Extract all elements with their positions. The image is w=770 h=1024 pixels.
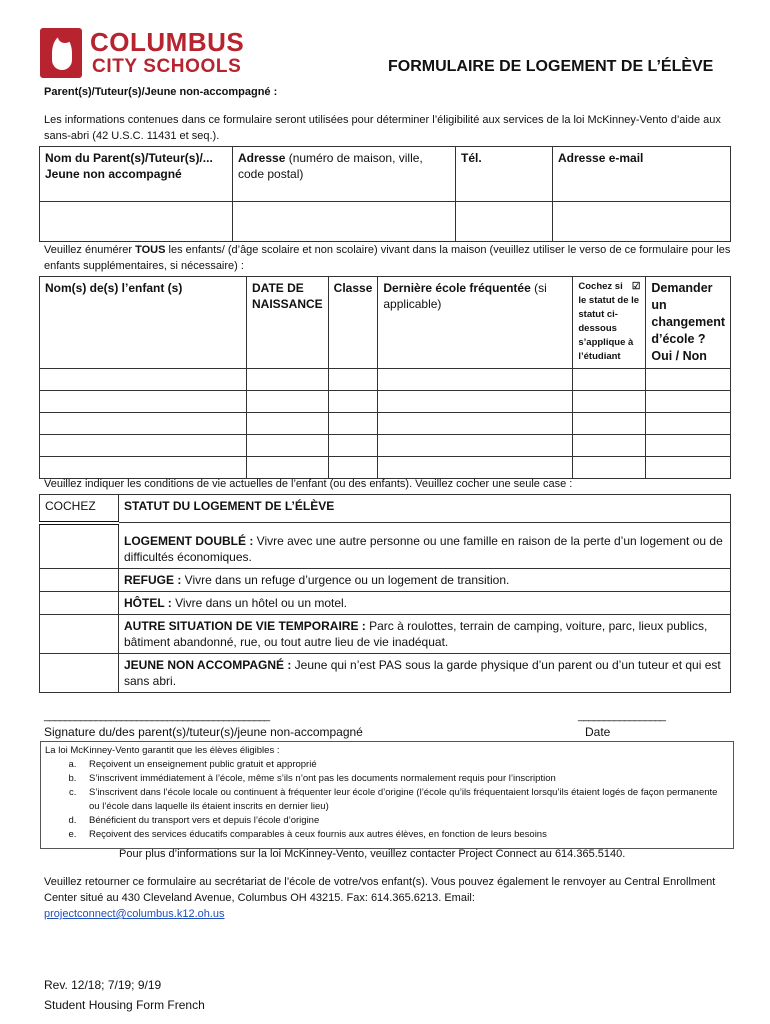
intro-text: Les informations contenues dans ce formulaire seront utilisées pour déterminer l’éligibilité aux services de la loi McKinney-Vento d’aide aux sans-abri (42 U.S.C. 11431 et seq.). bbox=[44, 114, 721, 142]
contact-phone-input[interactable] bbox=[456, 202, 553, 242]
status-check-unaccompanied[interactable] bbox=[40, 654, 119, 693]
contact-col-address: Adresse (numéro de maison, ville, code postal) bbox=[233, 147, 456, 202]
status-col-check: COCHEZ bbox=[40, 495, 119, 523]
law-box bbox=[40, 741, 734, 849]
status-check-shelter[interactable] bbox=[40, 569, 119, 592]
contact-table bbox=[39, 146, 731, 242]
contact-col-phone: Tél. bbox=[456, 147, 553, 202]
contact-col-email: Adresse e-mail bbox=[553, 147, 731, 202]
children-col-change-school: Demander un changement d’école ? Oui / Non bbox=[646, 277, 731, 369]
status-check-temporary[interactable] bbox=[40, 615, 119, 654]
conditions-intro: Veuillez indiquer les conditions de vie actuelles de l’enfant (ou des enfants). Veuillez cocher une seule case : bbox=[44, 478, 573, 490]
return-text: Veuillez retourner ce formulaire au secrétariat de l’école de votre/vos enfant(s). Vous pouvez également le renvoyer au Central Enrollment Center situé au 430 Cleveland Avenue, Columbus OH 43215. Fax: 614.365.6213. Email: projectconnect@columbus.k12.oh.us bbox=[44, 874, 734, 922]
logo-line1: COLUMBUS bbox=[90, 27, 245, 57]
logo-flame-icon bbox=[40, 28, 82, 78]
children-col-grade: Classe bbox=[328, 277, 378, 369]
parent-label: Parent(s)/Tuteur(s)/Jeune non-accompagné : bbox=[44, 86, 278, 98]
email-link[interactable]: projectconnect@columbus.k12.oh.us bbox=[44, 908, 225, 920]
more-info: Pour plus d’informations sur la loi McKinney-Vento, veuillez contacter Project Connect au 614.365.5140. bbox=[119, 848, 626, 860]
form-name: Student Housing Form French bbox=[44, 998, 205, 1012]
contact-email-input[interactable] bbox=[553, 202, 731, 242]
status-col-title: STATUT DU LOGEMENT DE L’ÉLÈVE bbox=[119, 495, 731, 523]
status-hotel: HÔTEL : Vivre dans un hôtel ou un motel. bbox=[119, 592, 731, 615]
logo-line2: CITY SCHOOLS bbox=[92, 56, 242, 77]
status-doubled: LOGEMENT DOUBLÉ : Vivre avec une autre personne ou une famille en raison de la perte d’un logement ou de difficultés économiques. bbox=[119, 523, 731, 569]
children-col-check: ☑ Cochez si le statut de le statut ci-dessous s’applique à l’étudiant bbox=[573, 277, 646, 369]
contact-name-input[interactable] bbox=[40, 202, 233, 242]
children-col-dob: DATE DE NAISSANCE bbox=[247, 277, 329, 369]
table-row bbox=[40, 413, 731, 435]
law-intro: La loi McKinney-Vento garantit que les élèves éligibles : bbox=[45, 745, 280, 756]
status-table bbox=[39, 494, 731, 693]
law-list bbox=[45, 758, 729, 842]
status-temporary: AUTRE SITUATION DE VIE TEMPORAIRE : Parc à roulottes, terrain de camping, voiture, parc, lieux publics, bâtiment abandonné, rue, ou tout autre lieu de vie inadéquat. bbox=[119, 615, 731, 654]
children-col-school: Dernière école fréquentée (si applicable) bbox=[378, 277, 573, 369]
status-check-doubled[interactable] bbox=[40, 523, 119, 569]
date-line[interactable]: _________________ bbox=[578, 710, 666, 722]
table-row bbox=[40, 369, 731, 391]
children-col-name: Nom(s) de(s) l’enfant (s) bbox=[40, 277, 247, 369]
page-title: FORMULAIRE DE LOGEMENT DE L’ÉLÈVE bbox=[388, 58, 714, 75]
list-item: e. Reçoivent des services éducatifs comparables à ceux fournis aux autres élèves, en fonction de leurs besoins bbox=[79, 828, 729, 842]
status-unaccompanied: JEUNE NON ACCOMPAGNÉ : Jeune qui n’est PAS sous la garde physique d’un parent ou d’un tuteur et qui est sans abri. bbox=[119, 654, 731, 693]
contact-col-name: Nom du Parent(s)/Tuteur(s)/... Jeune non accompagné bbox=[40, 147, 233, 202]
signature-label: Signature du/des parent(s)/tuteur(s)/jeune non-accompagné bbox=[44, 725, 363, 739]
signature-line[interactable]: ____________________________________________ bbox=[44, 710, 270, 722]
date-label: Date bbox=[585, 725, 611, 739]
list-item: b. S’inscrivent immédiatement à l’école, même s’ils n’ont pas les documents normalement requis pour l’inscription bbox=[79, 772, 729, 786]
revision: Rev. 12/18; 7/19; 9/19 bbox=[44, 978, 162, 992]
list-item: c. S’inscrivent dans l’école locale ou continuent à fréquenter leur école d’origine (l’école qu’ils fréquentaient lorsqu’ils étaient logés de façon permanente ou l’école dans laquelle ils étaient inscrits en dernier lieu) bbox=[79, 786, 729, 814]
status-shelter: REFUGE : Vivre dans un refuge d’urgence ou un logement de transition. bbox=[119, 569, 731, 592]
list-item: d. Bénéficient du transport vers et depuis l’école d’origine bbox=[79, 814, 729, 828]
children-intro: Veuillez énumérer TOUS les enfants/ (d’âge scolaire et non scolaire) vivant dans la maison (veuillez utiliser le verso de ce formulaire pour les enfants supplémentaires, si nécessaire) : bbox=[44, 244, 731, 272]
contact-address-input[interactable] bbox=[233, 202, 456, 242]
checkbox-icon: ☑ bbox=[631, 281, 641, 292]
status-check-hotel[interactable] bbox=[40, 592, 119, 615]
children-table bbox=[39, 276, 731, 479]
columbus-city-schools-logo bbox=[40, 28, 245, 80]
list-item: a. Reçoivent un enseignement public gratuit et approprié bbox=[79, 758, 729, 772]
table-row bbox=[40, 435, 731, 457]
table-row bbox=[40, 391, 731, 413]
